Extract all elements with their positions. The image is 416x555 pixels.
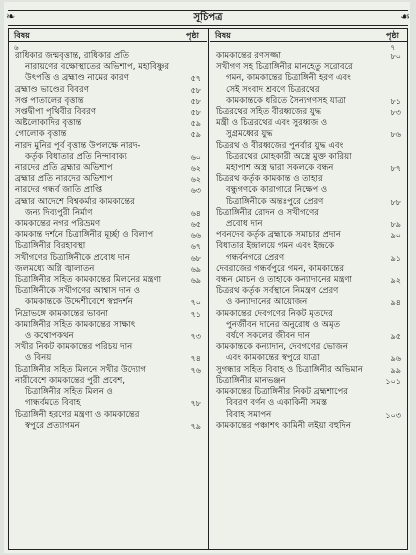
left-page-number: ৬	[14, 44, 19, 52]
toc-entry-text: সুগ্রমধ্বের যুদ্ধ	[226, 129, 273, 140]
toc-entry-text: রাধিকার জন্মবৃত্তান্ত, রাধিকার প্রতি	[15, 51, 129, 61]
toc-entry	[210, 264, 407, 275]
toc-entry	[9, 141, 207, 152]
title-bar	[8, 10, 408, 26]
toc-entry-text: গন্ধর্বনগরে প্রেরণ	[226, 252, 285, 263]
toc-entry-page: ৫৯	[190, 130, 201, 140]
toc-entry-page: ৮৬	[390, 130, 401, 140]
toc-entry-text: ও কন্যাদানের আয়োজন	[226, 297, 308, 308]
toc-entry	[210, 376, 407, 387]
toc-entry-text: চিত্রাঙ্গিনীকে সখীগণের আশ্বাস দান ও	[15, 286, 141, 297]
contents-table	[8, 28, 408, 550]
toc-entry	[9, 421, 207, 432]
toc-entry-text: নারায়ণের বক্ষোস্থাতের অভিশাপ, মহাবিষ্ণুর	[25, 62, 170, 73]
toc-entry-text: উৎপত্তি ও ব্রহ্মাণ্ড নামের কারণ	[25, 73, 129, 84]
toc-entry-page: ৭৯	[190, 421, 201, 431]
right-page-number: ৭	[390, 44, 395, 52]
toc-entry	[9, 342, 207, 353]
toc-entry	[210, 331, 407, 342]
toc-entry	[210, 174, 407, 185]
toc-entry	[9, 208, 207, 219]
toc-entry	[210, 163, 407, 174]
toc-entry-text: চিত্রাঙ্গিনী হরণের মন্ত্রণা ও কামকান্তের	[15, 409, 140, 420]
toc-entry	[9, 107, 207, 118]
toc-entry-page: ৯৪	[390, 298, 401, 308]
ornament-left-icon: ❧	[6, 10, 16, 23]
toc-entry	[210, 320, 407, 331]
page-label: পৃষ্ঠা	[186, 31, 199, 40]
toc-entry	[9, 96, 207, 107]
toc-entry-text: গোলোক বৃত্তান্ত	[15, 129, 67, 140]
toc-entry-page: ৫৯	[190, 119, 201, 129]
toc-entry-text: মহাপাশ অস্ত্র দ্বারা সকলকে বন্ধন	[226, 163, 334, 174]
toc-entry-page: ৫৮	[190, 85, 201, 95]
right-top-page-number	[210, 42, 407, 51]
toc-entry	[9, 331, 207, 342]
toc-entry-text: বর্ষণে সকলের জীবন দান	[226, 331, 310, 342]
toc-entry-text: ব্রহ্মাণ্ড ভাণ্ডের বিবরণ	[15, 84, 89, 95]
toc-entry	[9, 253, 207, 264]
toc-entry-text: চিত্ররথ ও বীরধ্বজের পুনর্বার যুদ্ধ এবং	[216, 140, 344, 151]
toc-entry-text: চিত্রাঙ্গিনীর সহিত মিলন ও	[25, 387, 113, 398]
toc-entry	[210, 107, 407, 118]
toc-entry-text: চিত্রাঙ্গিনীর মানভঞ্জন	[216, 375, 286, 386]
toc-entry-text: প্রবোধ দান	[226, 219, 263, 230]
toc-entry-text: সখীগণের চিত্রাঙ্গিনীকে প্রবোধ দান	[15, 252, 130, 263]
toc-entry-text: নারদের গন্ধর্ব জাতি প্রাপ্তি	[15, 185, 103, 196]
toc-entry	[210, 342, 407, 353]
toc-entry-text: চিত্রাঙ্গিনীর সহিত মিলনে সখীর উদ্যোগ	[15, 364, 146, 375]
toc-entry-page: ৭০	[190, 298, 201, 308]
toc-entry	[210, 129, 407, 140]
toc-entry	[9, 365, 207, 376]
toc-entry-page: ৮০	[390, 52, 401, 61]
toc-entry-text: চিত্রাঙ্গিনীর রোদন ও সখীগণের	[216, 207, 319, 218]
toc-entry-text: মন্ত্রী ও চিত্ররথের এবং সুরধ্বজ ও	[216, 118, 328, 129]
toc-entry-text: পুনর্জীবন দানের অনুরোধ ও অমৃত	[226, 319, 341, 330]
toc-entry-text: নারদের প্রতি ব্রহ্মার অভিশাপ	[15, 163, 113, 174]
toc-entry-text: সেই সংবাদ শ্রবণে চিত্ররথের	[226, 84, 320, 95]
toc-entry-text: গান্ধর্বমতে বিবাহ	[25, 398, 81, 409]
toc-entry-text: জলমধ্যে অগ্নি জ্বালাতন	[15, 263, 95, 274]
toc-entry	[9, 264, 207, 275]
toc-entry-text: কামকান্তকে ধরিতে সৈন্যগণসহ যাত্রা	[226, 95, 346, 106]
toc-entry	[9, 286, 207, 297]
toc-entry	[210, 51, 407, 62]
toc-entry	[210, 230, 407, 241]
toc-entry-text: কামকান্তকে উদ্দেশীবেশে স্বপ্নদর্শন	[25, 297, 133, 308]
toc-entry-text: ব্রহ্মার আদেশে বিশ্বকর্মার কামকান্তের	[15, 196, 135, 207]
toc-entry-page: ৮৭	[390, 164, 401, 174]
toc-entry	[9, 185, 207, 196]
toc-entry-text: চিত্ররথ কর্তৃক কামকান্ত ও তাহার	[216, 174, 323, 185]
toc-entry-text: চিত্রাঙ্গিনীর বিরহাবস্থা	[15, 241, 86, 252]
toc-entry	[9, 219, 207, 230]
toc-entry-page: ৬৭	[190, 242, 201, 252]
right-column	[210, 29, 407, 549]
toc-entry-text: কামকান্তের পঞ্চাশৎ কামিনী লইয়া বহুদিন	[216, 420, 351, 431]
toc-entry	[9, 73, 207, 84]
toc-entry-page: ৭৮	[190, 399, 201, 409]
toc-entry-page: ৯৬	[390, 354, 401, 364]
toc-entry	[210, 85, 407, 96]
toc-entry	[9, 376, 207, 387]
page-label: পৃষ্ঠা	[386, 31, 399, 40]
ornament-right-icon: ☙	[400, 10, 410, 23]
toc-entry	[210, 387, 407, 398]
toc-entry-page: ৬২	[190, 175, 201, 185]
left-column-header	[9, 29, 207, 42]
toc-entry	[210, 421, 407, 432]
left-entries	[9, 51, 207, 432]
toc-entry	[210, 152, 407, 163]
toc-entry	[210, 297, 407, 308]
page-title: সূচিপত্র	[193, 12, 223, 23]
toc-entry	[210, 253, 407, 264]
toc-entry-page: ৬২	[190, 164, 201, 174]
toc-entry	[210, 410, 407, 421]
toc-entry-page: ১০৩	[385, 410, 401, 420]
toc-entry	[210, 73, 407, 84]
toc-entry-text: চিত্রাঙ্গিনীকে অন্তঃপুরে প্রেরণ	[226, 196, 324, 207]
toc-entry-page: ৬৯	[190, 276, 201, 286]
toc-entry-text: নারীবেশে কামকান্তের পুরী প্রবেশ,	[15, 375, 125, 386]
toc-entry-page: ৯৯	[390, 365, 401, 375]
toc-entry-text: কামকান্তের দেবগণের নিকট মৃতদের	[216, 308, 333, 319]
toc-entry-text: কামকান্তের চিত্রাঙ্গিনীর নিকট ব্রহ্মশাপের	[216, 387, 348, 398]
toc-entry-text: কামাঙ্গিনীর সহিত কামকান্তের সাক্ষাৎ	[15, 319, 136, 330]
toc-entry	[9, 163, 207, 174]
toc-entry	[210, 241, 407, 252]
toc-entry	[9, 129, 207, 140]
toc-entry	[9, 353, 207, 364]
toc-entry	[210, 208, 407, 219]
toc-entry	[210, 96, 407, 107]
toc-entry-text: কামকান্তকে কন্যাদান, দেবগণের ভোজন	[216, 342, 348, 353]
toc-entry-text: চিত্ররথ কর্তৃক সর্বস্থানে নিমন্ত্রণ প্রেরণ	[216, 286, 339, 297]
toc-entry-page: ৬৮	[190, 253, 201, 263]
book-page	[4, 2, 410, 553]
toc-entry-page: ৫৮	[190, 108, 201, 118]
toc-entry-page: ৭১	[190, 309, 201, 319]
toc-entry-text: স্বপুরে প্রত্যাগমন	[25, 420, 80, 431]
toc-entry	[9, 197, 207, 208]
toc-entry	[9, 387, 207, 398]
right-entries	[210, 51, 407, 432]
toc-entry-page: ৫৭	[190, 74, 201, 84]
left-column	[9, 29, 207, 549]
toc-entry-text: বন্ধন মোচন ও তাহাকে কন্যাদানের মন্ত্রণা	[216, 275, 353, 286]
subject-label: বিষয়	[14, 31, 30, 40]
toc-entry-text: চিত্ররথের সহিত বীরধ্বজের যুদ্ধ	[216, 107, 322, 118]
toc-entry-text: গমন, কামকান্তের চিত্রাঙ্গিনী হরণ এবং	[226, 73, 351, 84]
toc-entry-page: ৬০	[190, 152, 201, 162]
toc-entry-text: সখীগণ সহ চিত্রাঙ্গিনীর মানহেতু সরোবরে	[216, 62, 353, 73]
toc-entry-text: কামকান্ত দর্শনে চিত্রাঙ্গিনীর মূর্চ্ছা ও বিলাপ	[15, 230, 154, 241]
toc-entry-text: বন্ধুগণকে কারাগারে নিক্ষেপ ও	[226, 185, 328, 196]
toc-entry	[210, 185, 407, 196]
toc-entry-page: ৬৫	[190, 220, 201, 230]
toc-entry-page: ৬৪	[190, 208, 201, 218]
toc-entry-text: কর্তৃক বিধাতার প্রতি নিন্দাবাক্য	[25, 151, 127, 162]
toc-entry-text: সপ্তদ্বীপা পৃথিবীর বিবরণ	[15, 107, 96, 118]
toc-entry	[9, 152, 207, 163]
toc-entry-text: বিবাহ সমাপন	[226, 409, 272, 420]
column-divider	[208, 29, 209, 549]
toc-entry-page: ৯২	[390, 276, 401, 286]
subject-label: বিষয়	[215, 31, 231, 40]
toc-entry	[9, 118, 207, 129]
toc-entry-page: ৭৪	[190, 354, 201, 364]
toc-entry-page: ৮৯	[390, 220, 401, 230]
toc-entry	[210, 275, 407, 286]
toc-entry	[9, 297, 207, 308]
toc-entry	[210, 398, 407, 409]
toc-entry-text: চিত্রাঙ্গিনীর সহিত কামকান্তের মিলনের মন্ত্রণা	[15, 275, 162, 286]
toc-entry	[210, 353, 407, 364]
toc-entry-page: ১০১	[385, 376, 401, 386]
toc-entry-text: চিত্ররথের মোহকারী অস্ত্রে মুক্ত কারিয়া	[226, 151, 352, 162]
toc-entry-page: ৮১	[390, 96, 401, 106]
toc-entry	[9, 241, 207, 252]
toc-entry-text: জন্য দিব্যপুরী নির্মাণ	[25, 207, 93, 218]
toc-entry	[210, 365, 407, 376]
toc-entry	[9, 62, 207, 73]
toc-entry	[210, 62, 407, 73]
toc-entry	[210, 309, 407, 320]
toc-entry-page: ৬৯	[190, 264, 201, 274]
toc-entry-text: ও বিনয়	[25, 353, 52, 364]
toc-entry-text: দেবরাজের গন্ধর্বপুরে গমন, কামকান্তের	[216, 263, 345, 274]
toc-entry	[9, 410, 207, 421]
toc-entry	[9, 174, 207, 185]
toc-entry-text: কামকান্তের রণসজ্জা	[216, 51, 282, 61]
toc-entry-text: পবনদেব কর্তৃক ব্রহ্মাকে সমাচার প্রদান	[216, 230, 341, 241]
toc-entry-text: সখীর নিকট কামকান্তের পরিচয় দান	[15, 342, 133, 353]
toc-entry-page: ৯১	[390, 253, 401, 263]
toc-entry-page: ৭৩	[190, 332, 201, 342]
toc-entry-text: ও কথোপকথন	[25, 331, 74, 342]
toc-entry-page: ৬৩	[190, 186, 201, 196]
toc-entry-text: নিদ্রাভঙ্গে কামকান্তের ভাবনা	[15, 308, 108, 319]
toc-entry	[9, 309, 207, 320]
right-column-header	[210, 29, 407, 42]
toc-entry	[210, 141, 407, 152]
toc-entry	[9, 275, 207, 286]
toc-entry	[210, 118, 407, 129]
toc-entry-text: বিধাতার ইন্দ্রালয়ে গমন এবং ইন্দ্রকে	[216, 241, 335, 252]
toc-entry	[9, 398, 207, 409]
toc-entry-page: ৮৮	[390, 197, 401, 207]
toc-entry-page: ৭৬	[190, 365, 201, 375]
toc-entry	[210, 219, 407, 230]
toc-entry-text: সুগন্ধার সহিত বিবাহ ও চিত্রাঙ্গিনীর অভিমান	[216, 364, 363, 375]
toc-entry-page: ৯৫	[390, 332, 401, 342]
toc-entry	[210, 197, 407, 208]
toc-entry	[210, 286, 407, 297]
left-top-page-number	[9, 42, 207, 51]
toc-entry-page: ৫৮	[190, 96, 201, 106]
toc-entry-text: বিবরণ বর্ণন ও একাকিনী সমস্ত	[226, 398, 327, 409]
toc-entry-text: ব্রহ্মার প্রতি নারদের অভিশাপ	[15, 174, 113, 185]
toc-entry	[9, 85, 207, 96]
toc-entry-page: ৯০	[390, 231, 401, 241]
toc-entry	[9, 51, 207, 62]
toc-entry-text: অষ্টলোকাদির বৃত্তান্ত	[15, 118, 82, 129]
toc-entry-text: সপ্ত পাতালের বৃত্তান্ত	[15, 95, 84, 106]
toc-entry	[9, 320, 207, 331]
toc-entry-text: এবং কামকান্তের স্বপুরে যাত্রা	[226, 353, 320, 364]
toc-entry	[9, 230, 207, 241]
toc-entry-page: ৮৩	[390, 108, 401, 118]
toc-entry-page: ৬৬	[190, 231, 201, 241]
toc-entry-text: কামকান্তের নগর পরিভ্রমণ	[15, 219, 101, 230]
toc-entry-text: নারদ মুনির পূর্ব বৃত্তান্ত উপলক্ষে নারদ-	[15, 140, 141, 151]
